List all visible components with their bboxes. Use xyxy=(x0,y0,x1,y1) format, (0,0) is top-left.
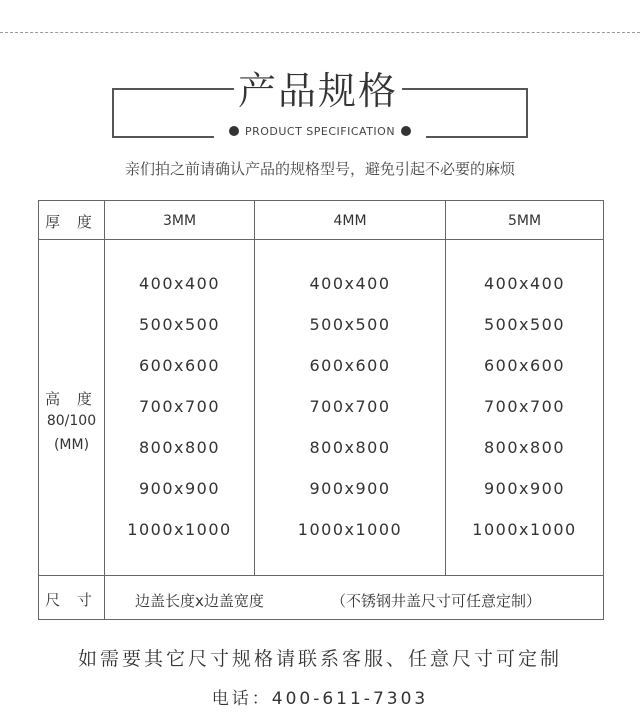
size-cell: 500x500 xyxy=(138,315,221,334)
size-cell: 900x900 xyxy=(309,479,391,498)
size-cell: 700x700 xyxy=(309,397,391,416)
page-title: 产品规格 xyxy=(234,68,402,114)
size-cell: 600x600 xyxy=(483,356,566,375)
size-cell: 700x700 xyxy=(138,397,221,416)
size-cell: 700x700 xyxy=(483,397,566,416)
column-header-5mm: 5MM xyxy=(507,213,542,229)
size-cell: 900x900 xyxy=(138,479,221,498)
bullet-dot-icon xyxy=(229,126,239,136)
size-cell: 800x800 xyxy=(483,438,566,457)
size-cell: 600x600 xyxy=(309,356,391,375)
height-value: 80/100 xyxy=(46,413,97,429)
height-unit: (MM) xyxy=(53,437,90,453)
size-note: （不锈钢井盖尺寸可任意定制） xyxy=(331,592,542,610)
size-cell: 900x900 xyxy=(483,479,566,498)
height-label: 高 度 xyxy=(45,390,98,408)
table-divider xyxy=(254,201,255,575)
table-divider xyxy=(445,201,446,575)
phone-row xyxy=(0,684,640,709)
size-cell: 400x400 xyxy=(483,274,566,293)
size-cell: 600x600 xyxy=(138,356,221,375)
size-cell: 800x800 xyxy=(138,438,221,457)
size-cell: 800x800 xyxy=(309,438,391,457)
size-cell: 1000x1000 xyxy=(127,520,232,539)
custom-size-text: 如需要其它尺寸规格请联系客服、任意尺寸可定制 xyxy=(77,648,562,670)
table-divider xyxy=(39,239,603,240)
size-formula: 边盖长度x边盖宽度 xyxy=(135,592,264,610)
phone-label: 电话： xyxy=(211,689,272,709)
page-subtitle: PRODUCT SPECIFICATION xyxy=(244,124,396,138)
thickness-label: 厚 度 xyxy=(45,213,98,231)
size-cell: 500x500 xyxy=(483,315,566,334)
size-cell: 1000x1000 xyxy=(297,520,403,539)
size-label: 尺 寸 xyxy=(45,591,98,609)
column-header-3mm: 3MM xyxy=(162,213,197,229)
spec-table xyxy=(38,200,604,620)
notice-text: 亲们拍之前请确认产品的规格型号，避免引起不必要的麻烦 xyxy=(124,160,515,178)
phone-number: 400-611-7303 xyxy=(271,689,429,709)
size-cell: 400x400 xyxy=(309,274,391,293)
size-cell: 400x400 xyxy=(138,274,221,293)
top-dashed-divider xyxy=(0,32,640,33)
subtitle-row xyxy=(214,121,426,141)
column-header-4mm: 4MM xyxy=(333,213,367,229)
size-cell: 500x500 xyxy=(309,315,391,334)
table-divider xyxy=(39,575,603,576)
bullet-dot-icon xyxy=(401,126,411,136)
size-cell: 1000x1000 xyxy=(472,520,577,539)
